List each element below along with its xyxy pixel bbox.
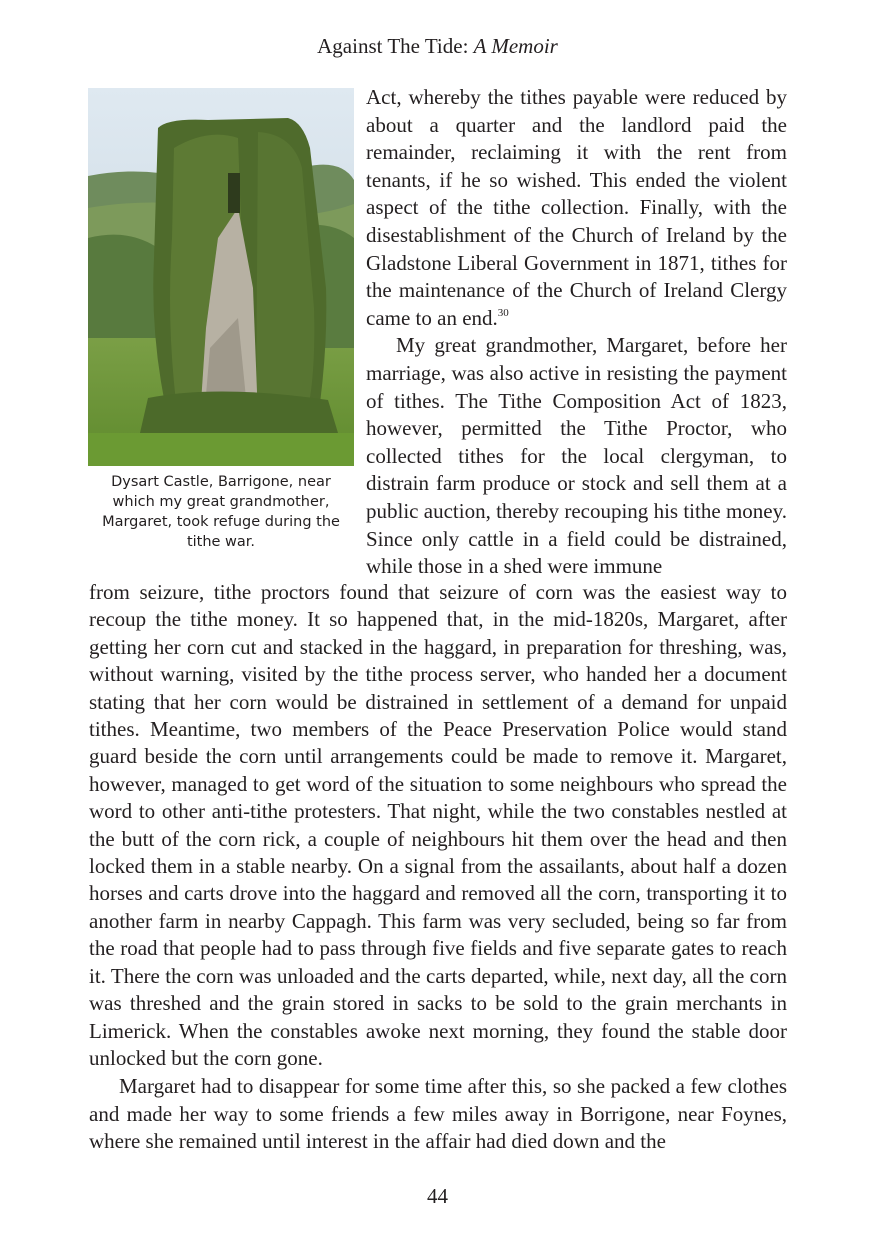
caption-line: Margaret, took refuge during the <box>102 514 340 530</box>
castle-photo <box>88 88 354 466</box>
caption-line: tithe war. <box>186 534 256 550</box>
caption-line: which my great grandmother, <box>112 494 330 510</box>
running-header <box>0 32 875 60</box>
book-title: Against The Tide: <box>317 34 474 58</box>
figure-caption <box>88 472 354 552</box>
page-number: 44 <box>427 1184 448 1208</box>
column-text <box>366 84 787 581</box>
paragraph <box>366 84 787 332</box>
paragraph: My great grandmother, Margaret, before her marriage, was also active in resisting the payment of tithes. The Tithe Composition Act of 1823, however, permitted the Tithe Proctor, who collected tithes for the local clergyman, to distrain farm produce or stock and sell them at a public auction, thereby recouping his tithe money. Since only cattle in a field could be distrained, while those in a shed were immune <box>366 333 787 579</box>
full-width-text <box>89 579 787 1156</box>
paragraph: Margaret had to disappear for some time after this, so she packed a few clothes and made her way to some friends a few miles away in Borrigone, near Foynes, where she remained until interest in the affair had died down and the <box>89 1074 787 1154</box>
figure <box>88 88 354 552</box>
caption-line: Dysart Castle, Barrigone, near <box>111 474 331 490</box>
footnote-ref[interactable]: 30 <box>497 306 509 319</box>
paragraph-text: Act, whereby the tithes payable were reduced by about a quarter and the landlord paid the remainder, reclaiming it with the rent from tenants, if he so wished. This ended the violent aspect of the tithe collection. Finally, with the disestablishment of the Church of Ireland by the Gladstone Liberal Government in 1871, tithes for the maintenance of the Church of Ireland Clergy came to an end. <box>366 85 787 330</box>
book-subtitle: A Memoir <box>473 34 558 58</box>
paragraph-continuation: from seizure, tithe proctors found that seizure of corn was the easiest way to recoup the tithe money. It so happened that, in the mid-1820s, Margaret, after getting her corn cut and stacked in the haggard, in preparation for threshing, was, without warning, visited by the tithe process server, who handed her a document stating that her corn would be distrained in settlement of a demand for unpaid tithes. Meantime, two members of the Peace Preservation Police would stand guard beside the corn until arrangements could be made to remove it. Margaret, however, managed to get word of the situation to some neighbours who spread the word to other anti-tithe protesters. That night, while the two constables nestled at the butt of the corn rick, a couple of neighbours hit them over the head and then locked them in a stable nearby. On a signal from the assailants, about half a dozen horses and carts drove into the haggard and removed all the corn, transporting it to another farm in nearby Cappagh. This farm was very secluded, being so far from the road that people had to pass through five fields and five separate gates to reach it. There the corn was unloaded and the carts departed, while, next day, all the corn was threshed and the grain stored in sacks to be sold to the grain merchants in Limerick. When the constables awoke next morning, they found the stable door unlocked but the corn gone. <box>89 580 787 1070</box>
